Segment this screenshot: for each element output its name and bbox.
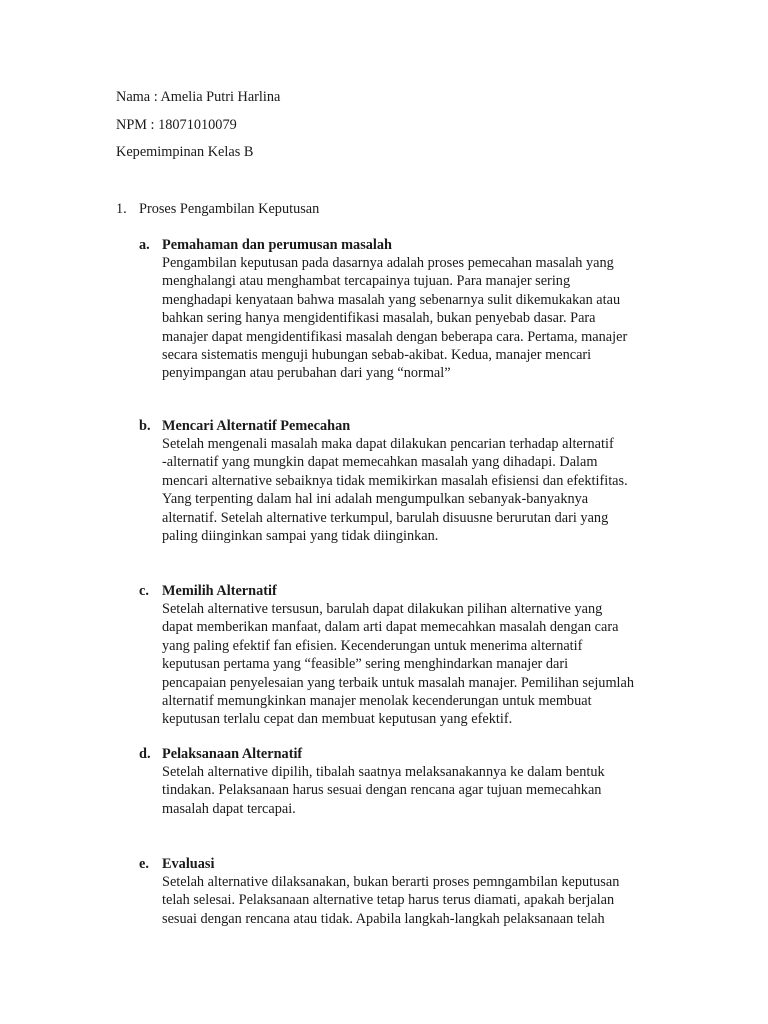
subsection-body (162, 763, 699, 818)
body-line: mencari alternative sebaiknya tidak memikirkan masalah efisiensi dan efektifitas. (162, 472, 628, 489)
body-line: Pengambilan keputusan pada dasarnya adalah proses pemecahan masalah yang (162, 255, 614, 271)
body-line: Setelah alternative tersusun, barulah dapat dilakukan pilihan alternative yang (162, 601, 603, 617)
body-line: tindakan. Pelaksanaan harus sesuai dengan rencana agar tujuan memecahkan (162, 782, 602, 799)
subsection-letter: c. (139, 583, 149, 599)
body-line: menghalangi atau menghambat tercapainya tujuan. Para manajer sering (162, 273, 571, 290)
body-line: Setelah alternative dipilih, tibalah saatnya melaksanakannya ke dalam bentuk (162, 764, 605, 780)
body-line: menghadapi kenyataan bahwa masalah yang sebenarnya sulit dikemukakan atau (162, 291, 621, 308)
subsection-e (139, 855, 699, 928)
subsection-title: Pemahaman dan perumusan masalah (162, 237, 392, 253)
body-line: pencapaian penyelesaian yang terbaik untuk masalah manajer. Pemilihan sejumlah (162, 674, 635, 691)
subsection-letter: a. (139, 237, 150, 253)
section-heading (116, 200, 319, 218)
subsection-title: Mencari Alternatif Pemecahan (162, 418, 351, 434)
subsection-title: Evaluasi (162, 856, 215, 872)
student-name: Nama : Amelia Putri Harlina (116, 89, 281, 105)
subsection-a (139, 236, 699, 383)
body-line: alternatif memungkinkan manajer menolak kecenderungan untuk membuat (162, 693, 592, 710)
subsection-c (139, 582, 699, 729)
subsection-heading (139, 855, 699, 873)
body-line: bahkan sering hanya mengidentifikasi masalah, bukan penyebab dasar. Para (162, 310, 596, 327)
body-line: yang paling efektif fan efisien. Kecenderungan untuk menerima alternatif (162, 637, 583, 654)
body-line: penyimpangan atau perubahan dari yang “normal” (162, 365, 451, 382)
body-line: telah selesai. Pelaksanaan alternative tetap harus terus diamati, apakah berjalan (162, 892, 615, 909)
student-npm: NPM : 18071010079 (116, 117, 237, 133)
subsection-body (162, 435, 699, 545)
body-line: Setelah mengenali masalah maka dapat dilakukan pencarian terhadap alternatif (162, 436, 614, 452)
body-line: manajer dapat mengidentifikasi masalah dengan beberapa cara. Pertama, manajer (162, 328, 628, 345)
body-line: secara sistematis menguji hubungan sebab-akibat. Kedua, manajer mencari (162, 347, 592, 364)
subsection-body (162, 600, 699, 729)
course-class: Kepemimpinan Kelas B (116, 144, 254, 160)
body-line: keputusan terlalu cepat dan membuat keputusan yang efektif. (162, 711, 513, 728)
section-number: 1. (116, 201, 127, 217)
subsection-heading (139, 236, 699, 254)
body-line: alternatif. Setelah alternative terkumpul, barulah disuusne berurutan dari yang (162, 509, 609, 526)
section-title: Proses Pengambilan Keputusan (139, 201, 320, 217)
body-line: Yang terpenting dalam hal ini adalah mengumpulkan sebanyak-banyaknya (162, 491, 589, 508)
subsection-d (139, 745, 699, 818)
subsection-body (162, 254, 699, 383)
body-line: masalah dapat tercapai. (162, 800, 296, 817)
subsection-title: Memilih Alternatif (162, 583, 277, 599)
subsection-b (139, 417, 699, 545)
subsection-heading (139, 745, 699, 763)
body-line: Setelah alternative dilaksanakan, bukan berarti proses pemngambilan keputusan (162, 874, 620, 890)
body-line: paling diinginkan sampai yang tidak diinginkan. (162, 528, 439, 545)
subsection-heading (139, 582, 699, 600)
subsection-body (162, 873, 699, 928)
body-line: -alternatif yang mungkin dapat memecahkan masalah yang dihadapi. Dalam (162, 454, 598, 471)
subsection-heading (139, 417, 699, 435)
body-line: dapat memberikan manfaat, dalam arti dapat memecahkan masalah dengan cara (162, 619, 619, 636)
subsection-title: Pelaksanaan Alternatif (162, 746, 303, 762)
body-line: sesuai dengan rencana atau tidak. Apabila langkah-langkah pelaksanaan telah (162, 910, 605, 927)
subsection-letter: e. (139, 856, 149, 872)
subsection-letter: b. (139, 418, 151, 434)
body-line: keputusan pertama yang “feasible” sering menghindarkan manajer dari (162, 656, 569, 673)
subsection-letter: d. (139, 746, 151, 762)
